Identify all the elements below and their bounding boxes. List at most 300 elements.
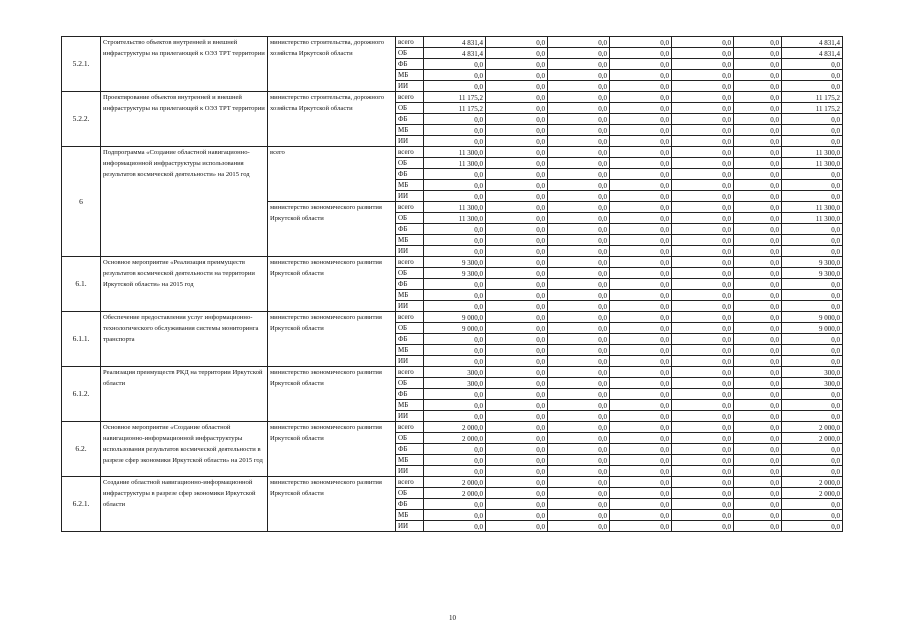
amount-cell: 0,0 (734, 92, 782, 103)
amount-cell: 0,0 (548, 246, 610, 257)
amount-cell: 0,0 (424, 180, 486, 191)
amount-cell: 0,0 (672, 202, 734, 213)
funding-source: ОБ (396, 268, 424, 279)
amount-cell: 0,0 (610, 422, 672, 433)
amount-cell: 11 300,0 (782, 202, 843, 213)
amount-cell: 0,0 (610, 477, 672, 488)
amount-cell: 0,0 (672, 279, 734, 290)
amount-cell: 0,0 (734, 191, 782, 202)
amount-cell: 0,0 (486, 422, 548, 433)
amount-cell: 0,0 (610, 81, 672, 92)
amount-cell: 0,0 (734, 48, 782, 59)
table-row (62, 37, 843, 48)
amount-cell: 0,0 (672, 103, 734, 114)
amount-cell: 0,0 (734, 301, 782, 312)
amount-cell: 0,0 (424, 235, 486, 246)
amount-cell: 0,0 (548, 466, 610, 477)
amount-cell: 0,0 (782, 59, 843, 70)
amount-cell: 0,0 (486, 488, 548, 499)
amount-cell: 0,0 (548, 37, 610, 48)
amount-cell: 9 300,0 (424, 268, 486, 279)
amount-cell: 2 000,0 (782, 433, 843, 444)
amount-cell: 0,0 (486, 235, 548, 246)
amount-cell: 0,0 (486, 323, 548, 334)
amount-cell: 0,0 (548, 279, 610, 290)
amount-cell: 11 300,0 (424, 147, 486, 158)
amount-cell: 0,0 (548, 312, 610, 323)
amount-cell: 0,0 (672, 81, 734, 92)
amount-cell: 0,0 (782, 70, 843, 81)
amount-cell: 0,0 (672, 191, 734, 202)
amount-cell: 0,0 (486, 510, 548, 521)
amount-cell: 0,0 (486, 191, 548, 202)
amount-cell: 0,0 (486, 279, 548, 290)
amount-cell: 0,0 (672, 389, 734, 400)
amount-cell: 0,0 (610, 125, 672, 136)
amount-cell: 0,0 (486, 70, 548, 81)
amount-cell: 0,0 (610, 521, 672, 532)
funding-source: всего (396, 312, 424, 323)
amount-cell: 11 175,2 (782, 103, 843, 114)
amount-cell: 0,0 (672, 268, 734, 279)
page-number: 10 (449, 614, 456, 622)
amount-cell: 0,0 (548, 477, 610, 488)
table-row (62, 147, 843, 158)
funding-source: ИИ (396, 81, 424, 92)
amount-cell: 0,0 (486, 180, 548, 191)
amount-cell: 0,0 (782, 301, 843, 312)
amount-cell: 0,0 (734, 290, 782, 301)
amount-cell: 0,0 (734, 499, 782, 510)
amount-cell: 0,0 (610, 37, 672, 48)
amount-cell: 0,0 (782, 455, 843, 466)
funding-source: ФБ (396, 389, 424, 400)
amount-cell: 0,0 (672, 257, 734, 268)
table-row (62, 367, 843, 378)
amount-cell: 0,0 (548, 59, 610, 70)
amount-cell: 0,0 (610, 389, 672, 400)
amount-cell: 0,0 (486, 444, 548, 455)
amount-cell: 0,0 (548, 48, 610, 59)
amount-cell: 0,0 (734, 180, 782, 191)
amount-cell: 0,0 (486, 367, 548, 378)
amount-cell: 0,0 (610, 356, 672, 367)
amount-cell: 0,0 (734, 125, 782, 136)
amount-cell: 0,0 (486, 466, 548, 477)
amount-cell: 2 000,0 (782, 477, 843, 488)
table-row (62, 422, 843, 433)
table-row (62, 257, 843, 268)
amount-cell: 0,0 (486, 499, 548, 510)
amount-cell: 0,0 (782, 521, 843, 532)
amount-cell: 0,0 (486, 92, 548, 103)
amount-cell: 9 000,0 (782, 323, 843, 334)
amount-cell: 0,0 (672, 433, 734, 444)
amount-cell: 0,0 (424, 70, 486, 81)
amount-cell: 11 300,0 (424, 158, 486, 169)
amount-cell: 0,0 (548, 125, 610, 136)
amount-cell: 0,0 (734, 279, 782, 290)
amount-cell: 0,0 (734, 268, 782, 279)
amount-cell: 0,0 (672, 301, 734, 312)
amount-cell: 0,0 (734, 257, 782, 268)
amount-cell: 0,0 (548, 367, 610, 378)
amount-cell: 0,0 (672, 466, 734, 477)
amount-cell: 4 831,4 (424, 37, 486, 48)
amount-cell: 0,0 (548, 169, 610, 180)
amount-cell: 11 300,0 (782, 213, 843, 224)
amount-cell: 0,0 (424, 345, 486, 356)
amount-cell: 0,0 (672, 114, 734, 125)
amount-cell: 2 000,0 (424, 477, 486, 488)
amount-cell: 0,0 (782, 345, 843, 356)
funding-source: ИИ (396, 301, 424, 312)
amount-cell: 0,0 (548, 268, 610, 279)
amount-cell: 0,0 (672, 477, 734, 488)
amount-cell: 0,0 (548, 202, 610, 213)
amount-cell: 300,0 (782, 378, 843, 389)
amount-cell: 0,0 (782, 510, 843, 521)
amount-cell: 0,0 (610, 169, 672, 180)
amount-cell: 0,0 (734, 433, 782, 444)
funding-source: ОБ (396, 213, 424, 224)
amount-cell: 0,0 (734, 411, 782, 422)
amount-cell: 0,0 (548, 378, 610, 389)
amount-cell: 0,0 (610, 191, 672, 202)
responsible-executor: министерство экономического развития Иркутской области (268, 367, 396, 422)
amount-cell: 0,0 (672, 235, 734, 246)
amount-cell: 0,0 (610, 312, 672, 323)
funding-source: МБ (396, 455, 424, 466)
amount-cell: 0,0 (424, 290, 486, 301)
amount-cell: 0,0 (548, 323, 610, 334)
amount-cell: 0,0 (672, 356, 734, 367)
amount-cell: 0,0 (672, 334, 734, 345)
amount-cell: 0,0 (782, 290, 843, 301)
amount-cell: 0,0 (548, 389, 610, 400)
amount-cell: 0,0 (548, 224, 610, 235)
table-row (62, 477, 843, 488)
amount-cell: 0,0 (548, 455, 610, 466)
amount-cell: 0,0 (672, 48, 734, 59)
item-description: Основное мероприятие «Создание областной навигационно-информационной инфраструктуры использования результатов космической деятельности в разрезе сфер экономики Иркутской области» на 2015 год (101, 422, 268, 477)
amount-cell: 0,0 (734, 169, 782, 180)
amount-cell: 11 175,2 (782, 92, 843, 103)
amount-cell: 0,0 (486, 433, 548, 444)
item-code: 5.2.2. (62, 92, 101, 147)
amount-cell: 9 000,0 (782, 312, 843, 323)
amount-cell: 0,0 (486, 136, 548, 147)
amount-cell: 0,0 (486, 389, 548, 400)
amount-cell: 0,0 (424, 499, 486, 510)
amount-cell: 0,0 (486, 257, 548, 268)
amount-cell: 0,0 (734, 235, 782, 246)
amount-cell: 0,0 (486, 37, 548, 48)
amount-cell: 0,0 (734, 81, 782, 92)
amount-cell: 0,0 (548, 510, 610, 521)
amount-cell: 0,0 (424, 444, 486, 455)
item-code: 6.1. (62, 257, 101, 312)
amount-cell: 0,0 (782, 224, 843, 235)
amount-cell: 0,0 (672, 92, 734, 103)
amount-cell: 0,0 (734, 400, 782, 411)
funding-source: МБ (396, 510, 424, 521)
funding-source: всего (396, 422, 424, 433)
funding-source: всего (396, 257, 424, 268)
amount-cell: 11 175,2 (424, 103, 486, 114)
funding-source: ФБ (396, 169, 424, 180)
amount-cell: 0,0 (782, 180, 843, 191)
item-code: 6 (62, 147, 101, 257)
amount-cell: 0,0 (672, 521, 734, 532)
amount-cell: 0,0 (486, 268, 548, 279)
responsible-executor: всего (268, 147, 396, 202)
amount-cell: 0,0 (548, 499, 610, 510)
funding-source: всего (396, 92, 424, 103)
amount-cell: 0,0 (782, 169, 843, 180)
amount-cell: 0,0 (548, 301, 610, 312)
amount-cell: 0,0 (734, 136, 782, 147)
amount-cell: 11 300,0 (424, 213, 486, 224)
amount-cell: 2 000,0 (782, 422, 843, 433)
funding-source: МБ (396, 235, 424, 246)
item-description: Строительство объектов внутренней и внешней инфраструктуры на прилегающей к ОЭЗ ТРТ территории (101, 37, 268, 92)
amount-cell: 0,0 (734, 103, 782, 114)
amount-cell: 0,0 (424, 411, 486, 422)
amount-cell: 0,0 (734, 521, 782, 532)
amount-cell: 0,0 (548, 147, 610, 158)
amount-cell: 0,0 (672, 213, 734, 224)
amount-cell: 0,0 (782, 279, 843, 290)
amount-cell: 0,0 (424, 400, 486, 411)
amount-cell: 0,0 (424, 114, 486, 125)
amount-cell: 0,0 (610, 378, 672, 389)
amount-cell: 0,0 (548, 356, 610, 367)
amount-cell: 0,0 (610, 103, 672, 114)
amount-cell: 0,0 (486, 312, 548, 323)
funding-source: ФБ (396, 114, 424, 125)
amount-cell: 0,0 (486, 411, 548, 422)
funding-source: ОБ (396, 103, 424, 114)
amount-cell: 0,0 (782, 389, 843, 400)
item-description: Обеспечение предоставления услуг информационно-технологического обслуживания системы мониторинга транспорта (101, 312, 268, 367)
amount-cell: 0,0 (610, 367, 672, 378)
funding-source: ИИ (396, 466, 424, 477)
amount-cell: 0,0 (548, 158, 610, 169)
amount-cell: 2 000,0 (782, 488, 843, 499)
amount-cell: 0,0 (424, 136, 486, 147)
amount-cell: 0,0 (486, 334, 548, 345)
amount-cell: 0,0 (672, 367, 734, 378)
amount-cell: 0,0 (610, 114, 672, 125)
item-description: Реализация преимуществ РКД на территории Иркутской области (101, 367, 268, 422)
amount-cell: 11 175,2 (424, 92, 486, 103)
amount-cell: 0,0 (424, 301, 486, 312)
amount-cell: 9 300,0 (782, 268, 843, 279)
amount-cell: 0,0 (610, 136, 672, 147)
funding-source: ФБ (396, 499, 424, 510)
amount-cell: 0,0 (782, 191, 843, 202)
amount-cell: 0,0 (734, 114, 782, 125)
funding-source: ИИ (396, 246, 424, 257)
amount-cell: 0,0 (424, 81, 486, 92)
amount-cell: 0,0 (672, 499, 734, 510)
responsible-executor: министерство экономического развития Иркутской области (268, 477, 396, 532)
amount-cell: 0,0 (672, 59, 734, 70)
amount-cell: 0,0 (672, 444, 734, 455)
amount-cell: 0,0 (610, 268, 672, 279)
amount-cell: 0,0 (486, 48, 548, 59)
amount-cell: 0,0 (610, 301, 672, 312)
budget-table (61, 36, 843, 532)
amount-cell: 0,0 (782, 246, 843, 257)
amount-cell: 0,0 (610, 158, 672, 169)
amount-cell: 0,0 (424, 334, 486, 345)
amount-cell: 0,0 (548, 213, 610, 224)
amount-cell: 0,0 (548, 422, 610, 433)
amount-cell: 0,0 (734, 147, 782, 158)
amount-cell: 2 000,0 (424, 488, 486, 499)
funding-source: всего (396, 202, 424, 213)
amount-cell: 0,0 (548, 103, 610, 114)
amount-cell: 0,0 (424, 246, 486, 257)
item-code: 6.1.2. (62, 367, 101, 422)
funding-source: ИИ (396, 411, 424, 422)
amount-cell: 0,0 (610, 510, 672, 521)
amount-cell: 0,0 (486, 356, 548, 367)
amount-cell: 9 300,0 (782, 257, 843, 268)
amount-cell: 0,0 (424, 356, 486, 367)
amount-cell: 0,0 (486, 202, 548, 213)
amount-cell: 0,0 (486, 290, 548, 301)
amount-cell: 0,0 (610, 444, 672, 455)
amount-cell: 0,0 (672, 169, 734, 180)
amount-cell: 0,0 (424, 125, 486, 136)
amount-cell: 0,0 (734, 213, 782, 224)
responsible-executor: министерство экономического развития Иркутской области (268, 422, 396, 477)
amount-cell: 0,0 (548, 444, 610, 455)
funding-source: ИИ (396, 356, 424, 367)
amount-cell: 0,0 (734, 202, 782, 213)
amount-cell: 0,0 (424, 521, 486, 532)
amount-cell: 0,0 (424, 59, 486, 70)
amount-cell: 0,0 (672, 125, 734, 136)
funding-source: ОБ (396, 378, 424, 389)
amount-cell: 0,0 (672, 312, 734, 323)
amount-cell: 0,0 (424, 224, 486, 235)
amount-cell: 9 000,0 (424, 323, 486, 334)
amount-cell: 0,0 (486, 213, 548, 224)
funding-source: ФБ (396, 224, 424, 235)
amount-cell: 0,0 (424, 510, 486, 521)
amount-cell: 0,0 (734, 312, 782, 323)
amount-cell: 0,0 (548, 81, 610, 92)
amount-cell: 0,0 (486, 301, 548, 312)
amount-cell: 9 000,0 (424, 312, 486, 323)
amount-cell: 4 831,4 (782, 37, 843, 48)
responsible-executor: министерство экономического развития Иркутской области (268, 202, 396, 257)
table-row (62, 312, 843, 323)
amount-cell: 0,0 (548, 257, 610, 268)
funding-source: всего (396, 367, 424, 378)
amount-cell: 0,0 (782, 136, 843, 147)
funding-source: ФБ (396, 444, 424, 455)
amount-cell: 0,0 (672, 345, 734, 356)
amount-cell: 0,0 (734, 466, 782, 477)
amount-cell: 0,0 (734, 345, 782, 356)
amount-cell: 0,0 (424, 389, 486, 400)
amount-cell: 0,0 (548, 334, 610, 345)
amount-cell: 0,0 (486, 455, 548, 466)
funding-source: ФБ (396, 279, 424, 290)
amount-cell: 0,0 (734, 378, 782, 389)
amount-cell: 0,0 (610, 257, 672, 268)
amount-cell: 4 831,4 (782, 48, 843, 59)
amount-cell: 0,0 (782, 411, 843, 422)
responsible-executor: министерство экономического развития Иркутской области (268, 257, 396, 312)
amount-cell: 0,0 (610, 246, 672, 257)
amount-cell: 2 000,0 (424, 422, 486, 433)
amount-cell: 0,0 (610, 323, 672, 334)
amount-cell: 0,0 (782, 235, 843, 246)
amount-cell: 0,0 (548, 114, 610, 125)
amount-cell: 0,0 (734, 70, 782, 81)
amount-cell: 0,0 (610, 59, 672, 70)
table-body (62, 37, 843, 532)
funding-source: ОБ (396, 158, 424, 169)
amount-cell: 0,0 (486, 246, 548, 257)
amount-cell: 0,0 (486, 521, 548, 532)
responsible-executor: министерство строительства, дорожного хозяйства Иркутской области (268, 92, 396, 147)
amount-cell: 0,0 (734, 488, 782, 499)
item-code: 6.2. (62, 422, 101, 477)
item-description: Создание областной навигационно-информационной инфраструктуры в разрезе сфер экономики Иркутской области (101, 477, 268, 532)
amount-cell: 0,0 (734, 59, 782, 70)
amount-cell: 0,0 (548, 345, 610, 356)
amount-cell: 0,0 (734, 37, 782, 48)
amount-cell: 0,0 (486, 400, 548, 411)
amount-cell: 0,0 (782, 400, 843, 411)
amount-cell: 0,0 (782, 81, 843, 92)
amount-cell: 11 300,0 (782, 158, 843, 169)
amount-cell: 0,0 (610, 92, 672, 103)
amount-cell: 0,0 (548, 235, 610, 246)
amount-cell: 0,0 (672, 411, 734, 422)
amount-cell: 0,0 (782, 444, 843, 455)
amount-cell: 0,0 (672, 510, 734, 521)
funding-source: МБ (396, 345, 424, 356)
amount-cell: 0,0 (672, 488, 734, 499)
amount-cell: 0,0 (486, 378, 548, 389)
responsible-executor: министерство строительства, дорожного хозяйства Иркутской области (268, 37, 396, 92)
amount-cell: 0,0 (734, 323, 782, 334)
funding-source: ФБ (396, 334, 424, 345)
amount-cell: 0,0 (734, 334, 782, 345)
item-code: 5.2.1. (62, 37, 101, 92)
amount-cell: 4 831,4 (424, 48, 486, 59)
amount-cell: 0,0 (734, 367, 782, 378)
amount-cell: 0,0 (734, 356, 782, 367)
funding-source: всего (396, 37, 424, 48)
amount-cell: 0,0 (672, 290, 734, 301)
amount-cell: 0,0 (548, 400, 610, 411)
amount-cell: 0,0 (548, 521, 610, 532)
amount-cell: 0,0 (782, 499, 843, 510)
amount-cell: 0,0 (424, 169, 486, 180)
amount-cell: 2 000,0 (424, 433, 486, 444)
amount-cell: 9 300,0 (424, 257, 486, 268)
amount-cell: 0,0 (548, 136, 610, 147)
